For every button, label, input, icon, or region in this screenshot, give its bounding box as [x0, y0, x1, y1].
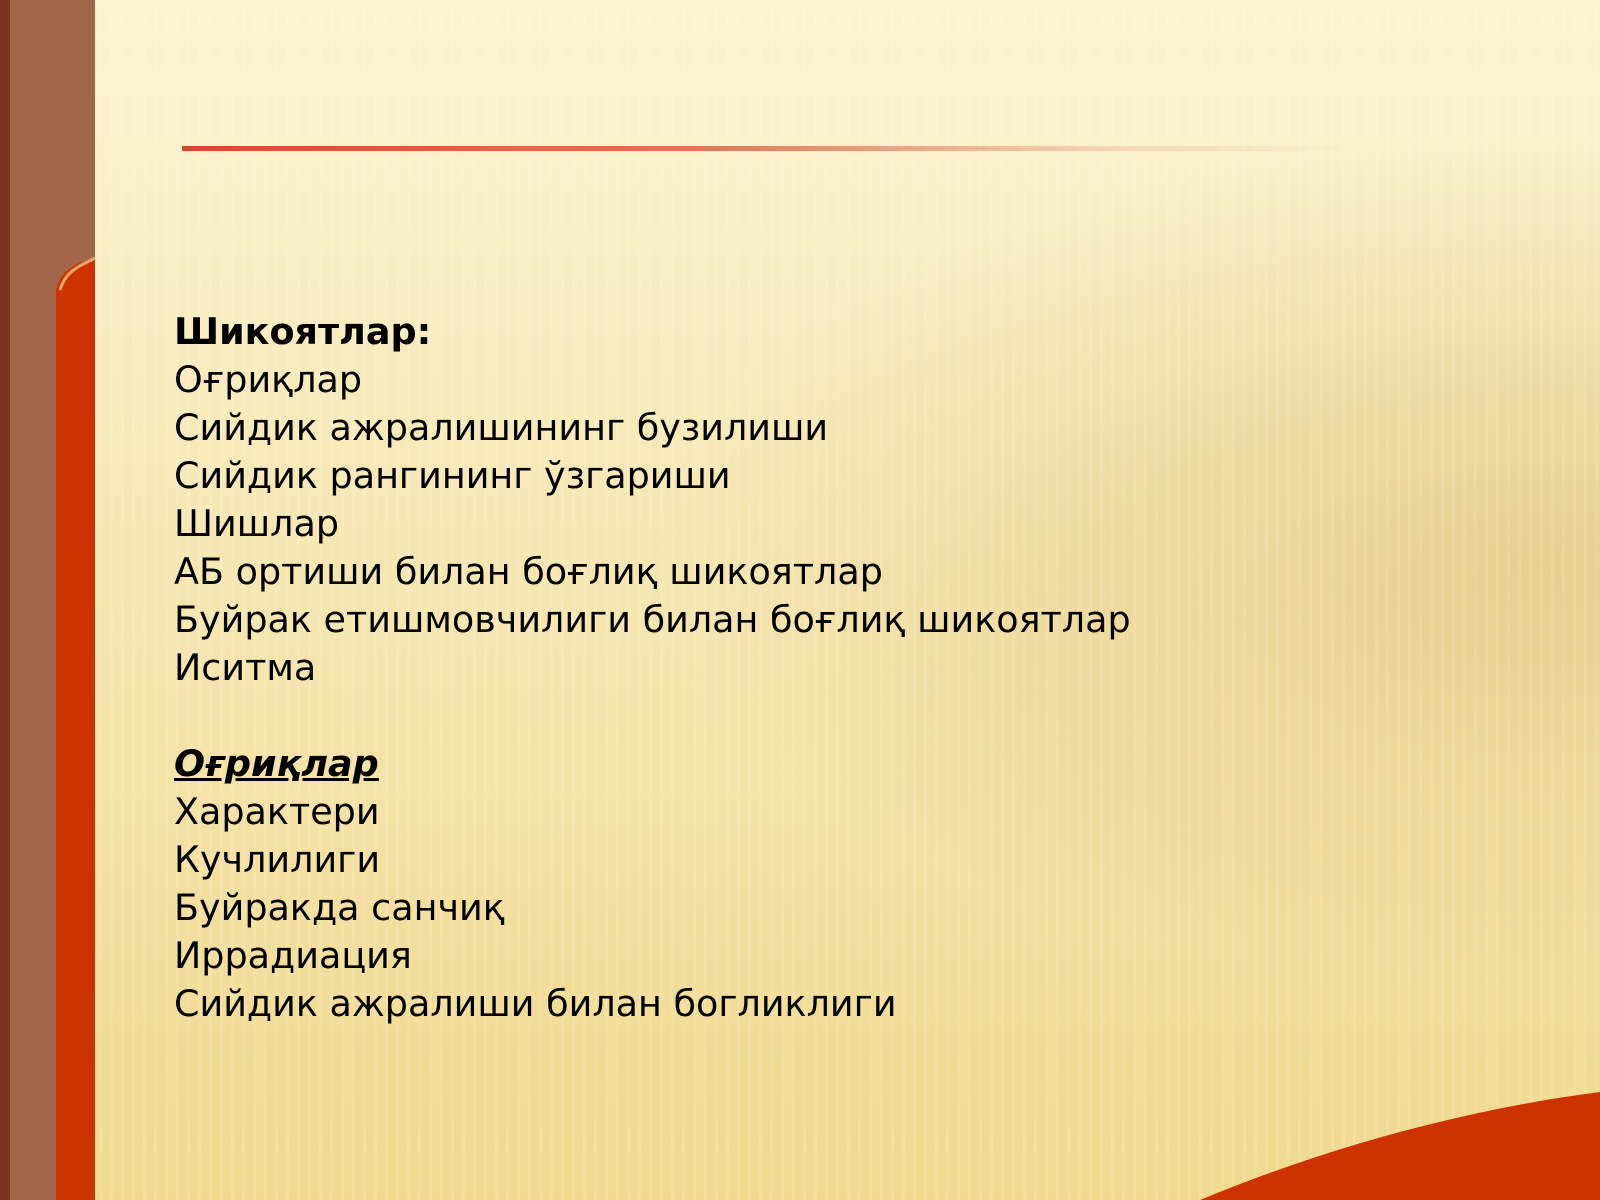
complaints-heading: Шикоятлар:: [174, 310, 432, 353]
slide-content: [174, 308, 1474, 1028]
complaint-item-fever: Иситма: [174, 646, 317, 689]
complaint-item-kidney-failure: Буйрак етишмовчилиги билан боғлиқ шикоятлар: [174, 598, 1131, 641]
pain-item-character: Характери: [174, 790, 380, 833]
complaint-item-edema: Шишлар: [174, 502, 340, 545]
pain-heading-row: [174, 740, 1474, 788]
pain-item-renal-colic: Буйракда санчиқ: [174, 886, 505, 929]
complaint-item-blood-pressure: АБ ортиши билан боғлиқ шикоятлар: [174, 550, 883, 593]
pain-item-urination-relation: Сийдик ажралиши билан богликлиги: [174, 982, 897, 1025]
pain-item-intensity: Кучлилиги: [174, 838, 381, 881]
pain-heading: Оғриқлар: [174, 742, 379, 785]
complaint-item-pain: Оғриқлар: [174, 358, 363, 401]
complaint-item-urination-disorder: Сийдик ажралишининг бузилиши: [174, 406, 829, 449]
section-spacer: [174, 692, 1474, 740]
pain-item-irradiation: Иррадиация: [174, 934, 412, 977]
complaint-item-urine-color-change: Сийдик рангининг ўзгариши: [174, 454, 731, 497]
